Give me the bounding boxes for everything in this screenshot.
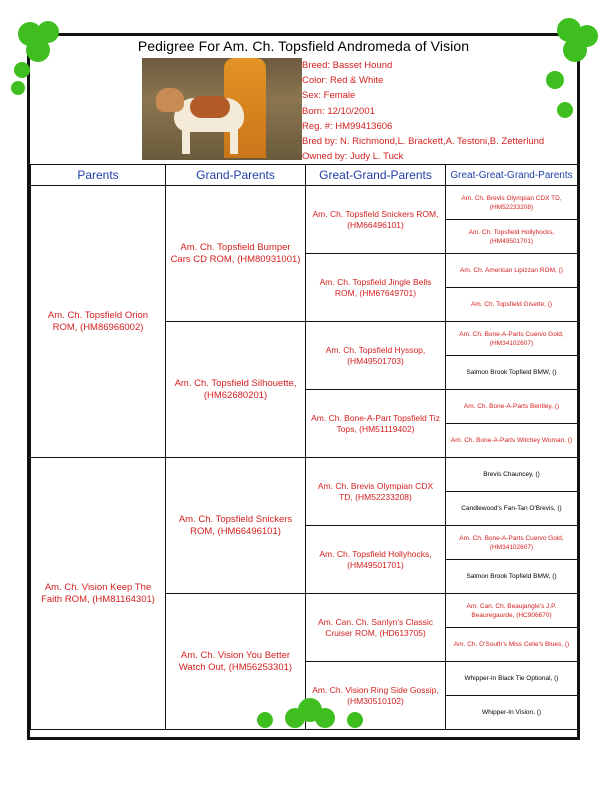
breed-line: Breed: Basset Hound [302,60,393,71]
gg-grandparent: Am. Ch. Bone-A-Parts Cuervo Gold, (HM34102607) [446,322,578,356]
gg-grandparent: Am. Ch. American Lipizzan ROM, () [446,254,578,288]
gg-grandparent: Whipper-In Vision, () [446,696,578,730]
header-grandparents: Grand-Parents [166,165,306,186]
dog-head [156,88,184,112]
pedigree-frame [27,33,580,740]
sex-line: Sex: Female [302,90,356,102]
gg-grandparent: Am. Ch. Topsfield Hollyhocks, (HM49501701) [446,220,578,254]
dog-patch [190,96,230,118]
great-grandparent: Am. Ch. Topsfield Jingle Bells ROM, (HM67649701) [306,254,446,322]
color-line: Color: Red & White [302,75,384,87]
reg-line: Reg. #: HM99413606 [302,120,393,132]
great-grandparent: Am. Can. Ch. Sanlyn's Classic Cruiser ROM, (HD613705) [306,594,446,662]
gg-grandparent: Salmon Brook Topfield BMW, () [446,356,578,390]
great-grandparent: Am. Ch. Topsfield Hyssop, (HM49501703) [306,322,446,390]
great-grandparent: Am. Ch. Brevis Olympian CDX TD, (HM52233208) [306,458,446,526]
grandparent: Am. Ch. Topsfield Silhouette, (HM62680201) [166,322,306,458]
grandparent: Am. Ch. Topsfield Bumper Cars CD ROM, (HM80931001) [166,186,306,322]
parent-dam: Am. Ch. Vision Keep The Faith ROM, (HM81164301) [31,458,166,730]
gg-grandparent: Salmon Brook Topfield BMW, () [446,560,578,594]
grandparent: Am. Ch. Vision You Better Watch Out, (HM56253301) [166,594,306,730]
dog-leg [230,128,238,154]
owned-by-line: Owned by: Judy L. Tuck [302,151,404,163]
bred-by-line: Bred by: N. Richmond,L. Brackett,A. Testoni,B. Zetterlund [302,136,545,148]
header-great-grandparents: Great-Grand-Parents [306,165,446,186]
header-great-great-grandparents: Great-Great-Grand-Parents [446,165,578,186]
gg-grandparent: Am. Ch. Topsfield Gisette, () [446,288,578,322]
gg-grandparent: Am. Ch. Bone-A-Parts Bentley, () [446,390,578,424]
gg-grandparent: Am. Ch. Bone-A-Parts Witchey Woman, () [446,424,578,458]
dog-photo [142,58,302,160]
gg-grandparent: Candlewood's Fan-Tan O'Brevis, () [446,492,578,526]
grandparent: Am. Ch. Topsfield Snickers ROM, (HM66496101) [166,458,306,594]
dog-leg [182,128,190,154]
dog-info [302,58,544,164]
gg-grandparent: Brevis Chauncey, () [446,458,578,492]
page-title: Pedigree For Am. Ch. Topsfield Andromeda of Vision [137,38,470,54]
gg-grandparent: Am. Ch. Brevis Olympian CDX TD, (HM52233208) [446,186,578,220]
gg-grandparent: Am. Ch. Bone-A-Parts Cuervo Gold, (HM34102607) [446,526,578,560]
great-grandparent: Am. Ch. Topsfield Hollyhocks, (HM49501701) [306,526,446,594]
gg-grandparent: Am. Ch. O'South's Miss Celie's Blues, () [446,628,578,662]
gg-grandparent: Am. Can. Ch. Beaujangle's J.P. Beauregaurde, (HC906670) [446,594,578,628]
born-line: Born: 12/10/2001 [302,105,375,117]
pedigree-table [30,164,578,730]
parent-sire: Am. Ch. Topsfield Orion ROM, (HM86966002) [31,186,166,458]
gg-grandparent: Whipper-In Black Tie Optional, () [446,662,578,696]
great-grandparent: Am. Ch. Vision Ring Side Gossip, (HM30510102) [306,662,446,730]
great-grandparent: Am. Ch. Bone-A-Part Topsfield Tiz Tops, (HM51119402) [306,390,446,458]
great-grandparent: Am. Ch. Topsfield Snickers ROM, (HM66496101) [306,186,446,254]
header-parents: Parents [31,165,166,186]
